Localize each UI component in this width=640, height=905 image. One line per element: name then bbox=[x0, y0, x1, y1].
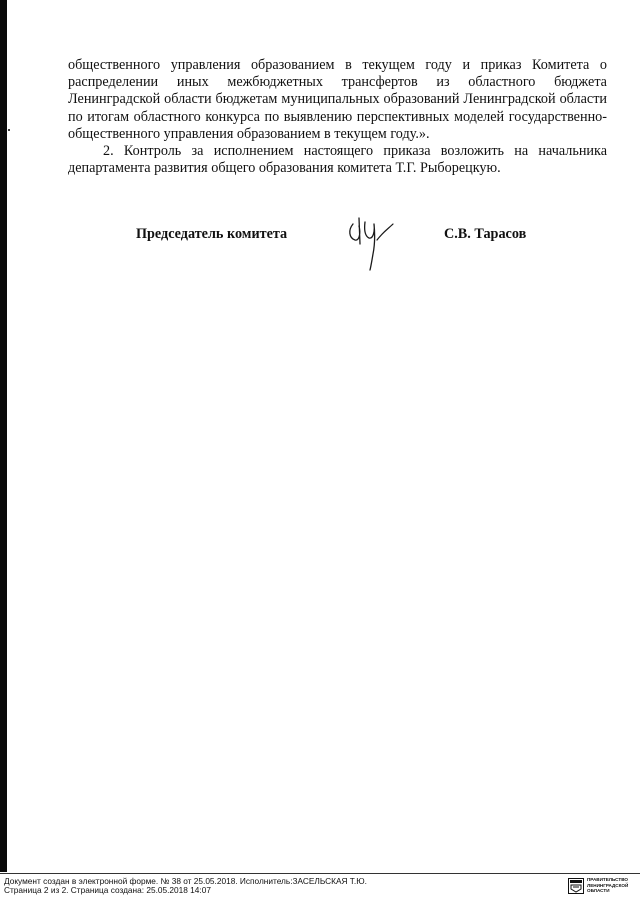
handwritten-signature bbox=[343, 210, 399, 272]
paragraph-item-2: 2. Контроль за исполнением настоящего приказа возложить на начальника департамента развития общего образования комитета Т.Г. Рыборецкую. bbox=[68, 143, 607, 177]
logo-line-3: ОБЛАСТИ bbox=[587, 888, 610, 894]
document-body bbox=[68, 57, 607, 177]
logo-line-1: ПРАВИТЕЛЬСТВО bbox=[587, 877, 628, 882]
government-logo bbox=[568, 877, 638, 895]
logo-line-2: ЛЕНИНГРАДСКОЙ bbox=[587, 882, 629, 888]
scan-artifact bbox=[8, 129, 10, 131]
signatory-role: Председатель комитета bbox=[136, 226, 288, 242]
logo-caption bbox=[587, 877, 628, 894]
footer bbox=[4, 877, 367, 896]
paragraph-continuation: общественного управления образованием в текущем году и приказ Комитета о распределении иных межбюджетных трансфертов из областного бюджета Ленинградской области бюджетам муниципальных образований Ленинградской области по итогам областного конкурса по выявлению перспективных моделей государственно-общественного управления образованием в текущем году.». bbox=[68, 57, 607, 142]
footer-document-info: Документ создан в электронной форме. № 38 от 25.05.2018. Исполнитель:ЗАСЕЛЬСКАЯ Т.Ю. bbox=[4, 876, 367, 886]
footer-divider bbox=[0, 873, 640, 874]
scan-border bbox=[0, 0, 7, 872]
footer-page-info: Страница 2 из 2. Страница создана: 25.05.2018 14:07 bbox=[4, 885, 211, 896]
signatory-name: С.В. Тарасов bbox=[444, 226, 527, 242]
coat-of-arms-icon bbox=[568, 878, 584, 894]
